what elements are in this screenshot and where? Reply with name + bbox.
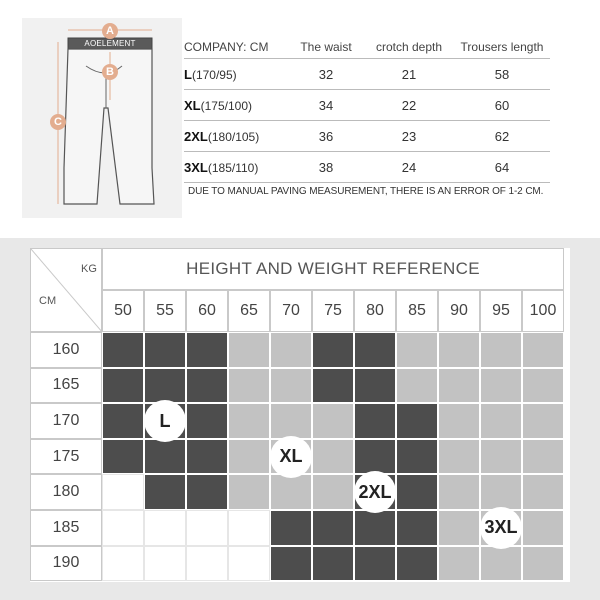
- spec-waist: 36: [288, 121, 364, 152]
- size-cell: [480, 474, 522, 510]
- spec-row: [184, 59, 550, 90]
- spec-size: 2XL: [184, 128, 208, 144]
- size-cell: [228, 546, 270, 582]
- size-cell: [354, 439, 396, 475]
- height-header: 165: [30, 368, 102, 404]
- size-cell: [396, 510, 438, 546]
- size-cell: [312, 368, 354, 404]
- size-cell: [144, 546, 186, 582]
- trousers-diagram: [22, 18, 182, 218]
- size-cell: [438, 474, 480, 510]
- weight-header: 60: [186, 290, 228, 332]
- size-cell: [480, 332, 522, 368]
- spec-row: [184, 152, 550, 183]
- weight-header: 65: [228, 290, 270, 332]
- spec-size: XL: [184, 97, 201, 113]
- size-cell: [186, 368, 228, 404]
- size-cell: [438, 403, 480, 439]
- size-cell: [144, 368, 186, 404]
- weight-header: 100: [522, 290, 564, 332]
- size-cell: [186, 474, 228, 510]
- spec-length: 64: [454, 152, 550, 183]
- spec-row: [184, 121, 550, 152]
- size-cell: [102, 546, 144, 582]
- size-cell: [228, 403, 270, 439]
- size-cell: [144, 510, 186, 546]
- spec-waist: 34: [288, 90, 364, 121]
- measurement-note: DUE TO MANUAL PAVING MEASUREMENT, THERE IS AN ERROR OF 1-2 CM.: [188, 186, 544, 197]
- size-cell: [522, 439, 564, 475]
- height-header: 190: [30, 546, 102, 582]
- size-cell: [228, 439, 270, 475]
- spec-crotch: 21: [364, 59, 454, 90]
- spec-header-crotch: crotch depth: [375, 40, 443, 54]
- size-cell: [522, 332, 564, 368]
- size-cell: [522, 546, 564, 582]
- spec-header-row: [184, 36, 550, 59]
- size-cell: [186, 510, 228, 546]
- size-cell: [102, 403, 144, 439]
- spec-length: 58: [454, 59, 550, 90]
- size-cell: [312, 439, 354, 475]
- size-cell: [396, 439, 438, 475]
- spec-length: 60: [454, 90, 550, 121]
- size-cell: [312, 546, 354, 582]
- weight-header: 70: [270, 290, 312, 332]
- size-cell: [438, 546, 480, 582]
- size-cell: [438, 368, 480, 404]
- marker-b: B: [102, 64, 118, 80]
- size-cell: [396, 546, 438, 582]
- size-cell: [396, 474, 438, 510]
- weight-header: 55: [144, 290, 186, 332]
- spec-crotch: 23: [364, 121, 454, 152]
- size-cell: [186, 403, 228, 439]
- size-cell: [354, 403, 396, 439]
- spec-waist: 32: [288, 59, 364, 90]
- spec-dims: (175/100): [200, 98, 252, 113]
- size-cell: [270, 510, 312, 546]
- size-cell: [312, 403, 354, 439]
- size-cell: [270, 546, 312, 582]
- size-cell: [312, 332, 354, 368]
- weight-header: 80: [354, 290, 396, 332]
- size-cell: [438, 510, 480, 546]
- size-cell: [480, 546, 522, 582]
- size-cell: [102, 332, 144, 368]
- size-cell: [102, 439, 144, 475]
- weight-header: 75: [312, 290, 354, 332]
- spec-header-waist: The waist: [300, 40, 352, 54]
- spec-size: L: [184, 66, 192, 82]
- waistband-brand-text: AOELEMENT: [84, 39, 136, 48]
- size-cell: [522, 403, 564, 439]
- size-cell: [312, 510, 354, 546]
- size-cell: [312, 474, 354, 510]
- height-header: 185: [30, 510, 102, 546]
- size-cell: [270, 332, 312, 368]
- size-cell: [228, 474, 270, 510]
- size-spec-panel: [0, 0, 600, 238]
- weight-header: 50: [102, 290, 144, 332]
- size-cell: [396, 368, 438, 404]
- size-badge: L: [144, 400, 186, 442]
- spec-waist: 38: [288, 152, 364, 183]
- size-cell: [354, 368, 396, 404]
- size-cell: [270, 474, 312, 510]
- spec-crotch: 24: [364, 152, 454, 183]
- size-cell: [522, 510, 564, 546]
- size-cell: [186, 546, 228, 582]
- spec-dims: (180/105): [207, 129, 260, 144]
- size-cell: [438, 332, 480, 368]
- spec-row: [184, 90, 550, 121]
- spec-table: [184, 36, 550, 183]
- size-cell: [396, 403, 438, 439]
- height-header: 180: [30, 474, 102, 510]
- weight-header: 95: [480, 290, 522, 332]
- marker-c: C: [50, 114, 66, 130]
- size-cell: [144, 332, 186, 368]
- size-cell: [354, 546, 396, 582]
- height-header: 170: [30, 403, 102, 439]
- size-cell: [522, 474, 564, 510]
- spec-length: 62: [454, 121, 550, 152]
- spec-size: 3XL: [184, 159, 208, 175]
- corner-cell: [30, 248, 102, 332]
- size-cell: [522, 368, 564, 404]
- size-cell: [438, 439, 480, 475]
- size-cell: [480, 403, 522, 439]
- size-cell: [144, 439, 186, 475]
- corner-kg-label: KG: [81, 263, 97, 275]
- size-cell: [186, 332, 228, 368]
- size-cell: [102, 368, 144, 404]
- size-cell: [354, 510, 396, 546]
- size-cell: [480, 368, 522, 404]
- spec-header-company: COMPANY: CM: [184, 40, 269, 54]
- size-cell: [354, 332, 396, 368]
- corner-cm-label: CM: [39, 295, 57, 307]
- size-cell: [270, 403, 312, 439]
- size-badge: 2XL: [354, 471, 396, 513]
- size-cell: [480, 439, 522, 475]
- size-cell: [102, 510, 144, 546]
- trousers-outline-icon: [22, 18, 182, 218]
- size-badge: 3XL: [480, 507, 522, 549]
- size-cell: [102, 474, 144, 510]
- size-cell: [186, 439, 228, 475]
- size-cell: [270, 368, 312, 404]
- spec-dims: (185/110): [207, 160, 259, 175]
- height-header: 175: [30, 439, 102, 475]
- weight-header: 85: [396, 290, 438, 332]
- size-cell: [396, 332, 438, 368]
- size-cell: [228, 332, 270, 368]
- height-weight-chart: [30, 248, 570, 582]
- marker-a: A: [102, 23, 118, 39]
- size-cell: [228, 510, 270, 546]
- corner-diagonal-icon: [31, 249, 103, 333]
- chart-title: HEIGHT AND WEIGHT REFERENCE: [102, 248, 564, 290]
- weight-header: 90: [438, 290, 480, 332]
- spec-dims: (170/95): [191, 67, 237, 82]
- spec-crotch: 22: [364, 90, 454, 121]
- height-header: 160: [30, 332, 102, 368]
- spec-header-length: Trousers length: [460, 40, 544, 54]
- size-cell: [144, 474, 186, 510]
- size-cell: [228, 368, 270, 404]
- size-badge: XL: [270, 436, 312, 478]
